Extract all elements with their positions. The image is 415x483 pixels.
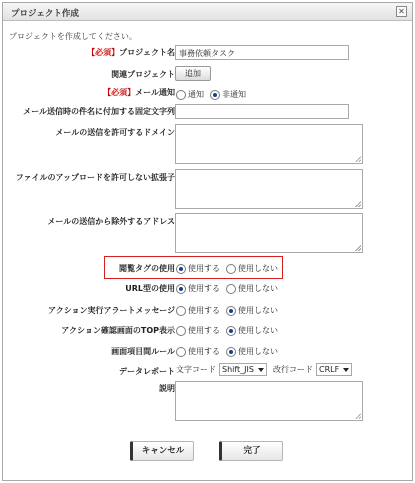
action-alert-label: アクション実行アラートメッセージ bbox=[47, 306, 175, 315]
required-mark: 【必須】 bbox=[87, 48, 120, 57]
view-tags-option-use[interactable]: 使用する bbox=[176, 263, 220, 274]
radio-selected-icon[interactable] bbox=[226, 306, 236, 316]
mail-allowed-domains-textarea[interactable] bbox=[175, 124, 363, 164]
description-label: 説明 bbox=[159, 384, 175, 393]
screen-item-rule-option-nouse[interactable]: 使用しない bbox=[226, 346, 278, 357]
action-confirm-top-label: アクション確認画面のTOP表示 bbox=[61, 326, 175, 335]
required-mark: 【必須】 bbox=[103, 88, 136, 97]
mail-notify-option-on[interactable]: 通知 bbox=[176, 89, 204, 100]
mail-allowed-domains-label: メールの送信を許可するドメイン bbox=[55, 128, 175, 137]
mail-notify-option-off[interactable]: 非通知 bbox=[210, 89, 246, 100]
newline-select[interactable]: CRLF bbox=[316, 363, 352, 376]
mail-notify-label: 【必須】メール通知 bbox=[103, 88, 175, 97]
radio-icon[interactable] bbox=[176, 90, 186, 100]
close-icon[interactable]: ✕ bbox=[396, 6, 407, 17]
url-type-option-use[interactable]: 使用する bbox=[176, 283, 220, 294]
mail-subject-prefix-label: メール送信時の件名に付加する固定文字列 bbox=[23, 107, 175, 116]
project-name-input[interactable]: 事務依頼タスク bbox=[175, 45, 349, 60]
resize-grip-icon[interactable] bbox=[355, 201, 361, 207]
screen-item-rule-label: 画面項目間ルール bbox=[111, 347, 175, 356]
action-alert-option-nouse[interactable]: 使用しない bbox=[226, 305, 278, 316]
done-button[interactable]: 完了 bbox=[219, 441, 283, 461]
resize-grip-icon[interactable] bbox=[355, 413, 361, 419]
radio-icon[interactable] bbox=[226, 264, 236, 274]
dialog-title: プロジェクト作成 bbox=[11, 9, 79, 19]
dropdown-caret-icon bbox=[343, 368, 349, 372]
radio-selected-icon[interactable] bbox=[176, 264, 186, 274]
view-tags-label: 閲覧タグの使用 bbox=[119, 264, 175, 273]
url-type-label: URL型の使用 bbox=[125, 284, 175, 293]
charset-label: 文字コード bbox=[176, 365, 216, 374]
add-related-project-button[interactable]: 追加 bbox=[175, 66, 211, 81]
action-confirm-top-radio-group bbox=[176, 324, 284, 337]
resize-grip-icon[interactable] bbox=[355, 245, 361, 251]
newline-label: 改行コード bbox=[272, 365, 313, 374]
url-type-radio-group bbox=[176, 282, 284, 295]
data-report-label: データレポート bbox=[119, 367, 175, 376]
upload-blocked-ext-textarea[interactable] bbox=[175, 169, 363, 209]
project-name-label: 【必須】プロジェクト名 bbox=[87, 48, 175, 57]
related-project-label: 関連プロジェクト bbox=[111, 70, 175, 79]
data-report-controls bbox=[176, 363, 352, 376]
radio-icon[interactable] bbox=[176, 347, 186, 357]
radio-icon[interactable] bbox=[226, 284, 236, 294]
radio-icon[interactable] bbox=[176, 326, 186, 336]
dialog-titlebar bbox=[3, 3, 412, 21]
radio-selected-icon[interactable] bbox=[226, 347, 236, 357]
mail-subject-prefix-input[interactable] bbox=[175, 104, 349, 119]
action-alert-option-use[interactable]: 使用する bbox=[176, 305, 220, 316]
radio-selected-icon[interactable] bbox=[226, 326, 236, 336]
radio-selected-icon[interactable] bbox=[210, 90, 220, 100]
radio-icon[interactable] bbox=[176, 306, 186, 316]
action-confirm-top-option-nouse[interactable]: 使用しない bbox=[226, 325, 278, 336]
url-type-option-nouse[interactable]: 使用しない bbox=[226, 283, 278, 294]
intro-text: プロジェクトを作成してください。 bbox=[9, 32, 137, 41]
radio-selected-icon[interactable] bbox=[176, 284, 186, 294]
description-textarea[interactable] bbox=[175, 381, 363, 421]
mail-excluded-addresses-textarea[interactable] bbox=[175, 213, 363, 253]
dropdown-caret-icon bbox=[258, 368, 264, 372]
charset-select[interactable]: Shift_JIS bbox=[219, 363, 267, 376]
view-tags-radio-group bbox=[176, 262, 284, 275]
resize-grip-icon[interactable] bbox=[355, 156, 361, 162]
action-confirm-top-option-use[interactable]: 使用する bbox=[176, 325, 220, 336]
screen-item-rule-radio-group bbox=[176, 345, 284, 358]
screen-item-rule-option-use[interactable]: 使用する bbox=[176, 346, 220, 357]
mail-excluded-addresses-label: メールの送信から除外するアドレス bbox=[47, 217, 175, 226]
view-tags-option-nouse[interactable]: 使用しない bbox=[226, 263, 278, 274]
mail-notify-radio-group bbox=[176, 88, 252, 101]
upload-blocked-ext-label: ファイルのアップロードを許可しない拡張子 bbox=[15, 173, 175, 182]
cancel-button[interactable]: キャンセル bbox=[130, 441, 194, 461]
action-alert-radio-group bbox=[176, 304, 284, 317]
